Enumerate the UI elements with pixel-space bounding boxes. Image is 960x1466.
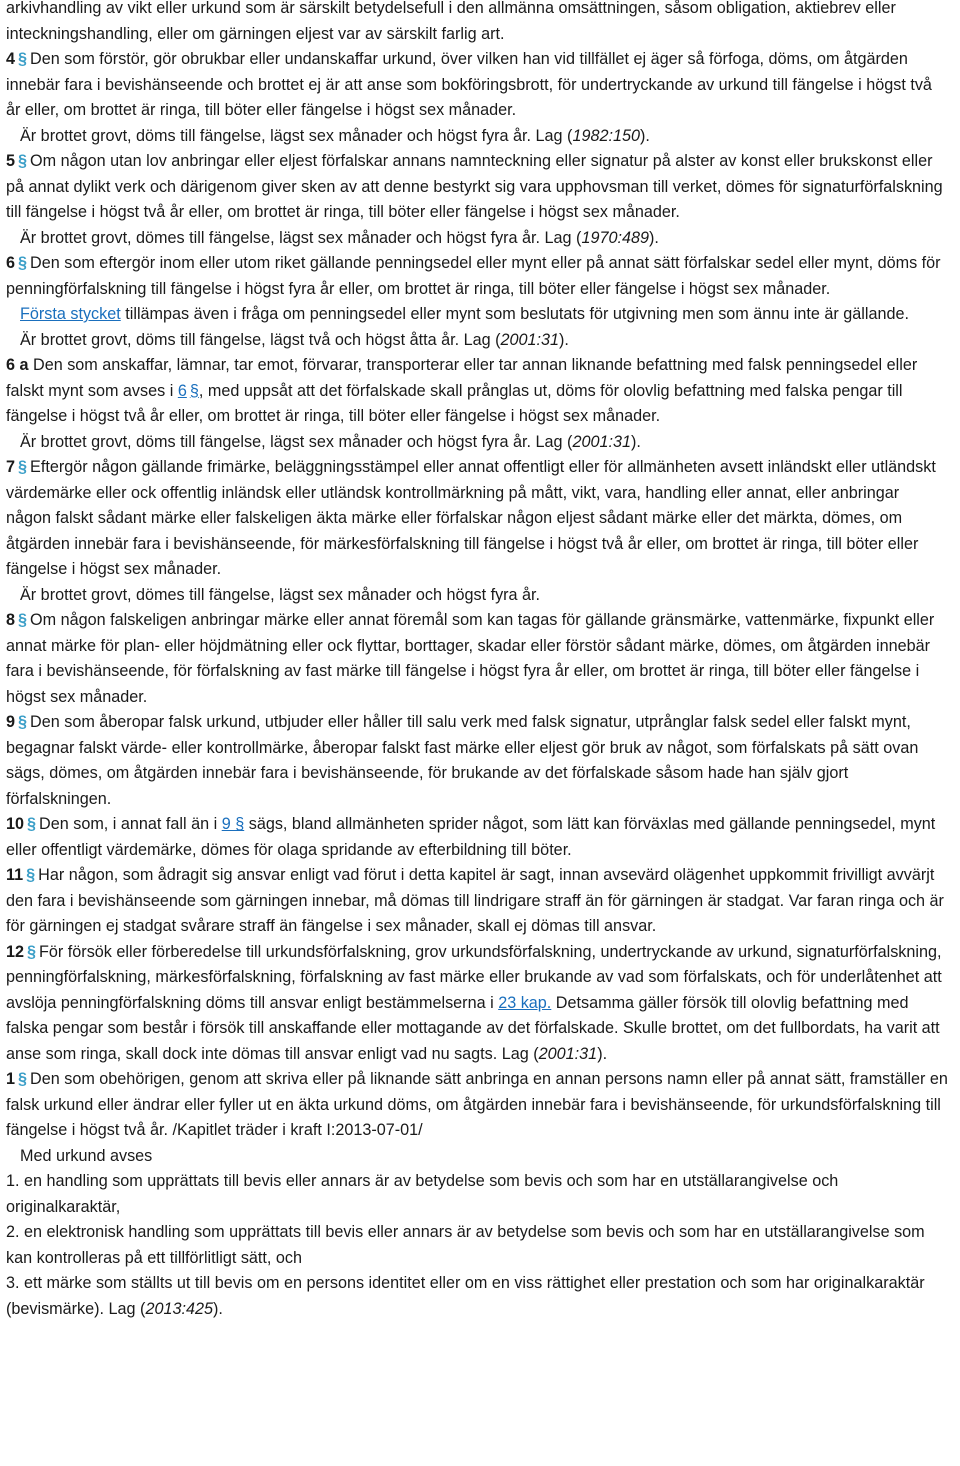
law-close: ).: [639, 126, 650, 145]
section-9: [6, 710, 948, 812]
section-6-link-sign[interactable]: §: [189, 381, 199, 400]
section-text-cont: Detsamma gäller försök till olovlig befattning med falska pengar som består i försök till anskaffande eller mottagande av det förfalskade. Skulle brottet, om det fullbordats, ha varit att anse som ringa, skall dock inte dömas till ansvar enligt vad nu sagts. Lag (: [6, 993, 940, 1063]
section-text: För försök eller förberedelse till urkundsförfalskning, grov urkundsförfalskning, undertryckande av urkund, signaturförfalskning, penningförfalskning, märkesförfalskning, förfalskning av fast märke eller brukande av vad som förfalskats, och för underlåtenhet att avslöja penningförfalskning döms till ansvar enligt bestämmelserna i: [6, 942, 942, 1012]
med-urkund-avses: Med urkund avses: [20, 1146, 153, 1165]
section-sign-icon: §: [18, 713, 28, 731]
law-close: ).: [212, 1299, 223, 1318]
section-number: 1: [6, 1070, 16, 1088]
section-text: Har någon, som ådragit sig ansvar enligt vad förut i detta kapitel är sagt, innan avsevärd olägenhet uppkommit frivilligt avvärjt den fara i bevishänseende som gärningen innebar, må dömas till lindrigare straff än för gärningen är stadgat. Var faran ringa och är för gärningen ej stadgat svårare straff än fängelse i sex månader, skall ej dömas till ansvar.: [6, 866, 944, 935]
section-sign-icon: §: [27, 942, 37, 961]
law-close: ).: [597, 1044, 608, 1063]
law-reference: 2001:31: [538, 1044, 598, 1063]
section-number: 12: [6, 942, 25, 961]
section-sign-icon: §: [27, 815, 37, 833]
section-4-grovt: [6, 124, 948, 150]
law-reference: 2001:31: [500, 330, 559, 349]
section-12: [6, 940, 948, 1068]
section-number: 10: [6, 815, 25, 833]
section-6a-grovt: [6, 430, 948, 456]
section-7: [6, 455, 948, 583]
section-number: 4: [6, 50, 16, 68]
section-sign-icon: §: [18, 611, 28, 629]
section-sign-icon: §: [18, 1070, 28, 1088]
section-7-grovt: Är brottet grovt, dömes till fängelse, lägst sex månader och högst fyra år.: [20, 585, 541, 604]
intro-paragraph: arkivhandling av vikt eller urkund som är särskilt betydelsefull i den allmänna omsättningen, såsom obligation, aktiebrev eller inteckningshandling, eller om gärningen eljest var av särskilt farlig art.: [6, 0, 896, 43]
section-text: Om någon falskeligen anbringar märke eller annat föremål som kan tagas för gällande gränsmärke, vattenmärke, fixpunkt eller annat märke för plan- eller höjdmätning eller ock flyttar, borttager, skadar eller förstör sådant märke, dömes, om åtgärden innebär fara i bevishänseende, för förfalskning av fast märke till fängelse i högst fyra år eller, om brottet är ringa, till böter eller fängelse i högst sex månader.: [6, 611, 935, 706]
section-number: 6: [6, 254, 16, 272]
section-text: Om någon utan lov anbringar eller eljest förfalskar annans namnteckning eller signatur på alster av konst eller brukskonst eller på annat dylikt verk och därigenom giver sken av att denne bestyrkt sig vara upphovsman till verket, dömes för signaturförfalskning till fängelse i högst två år eller, om brottet är ringa, till böter eller fängelse i högst sex månader.: [6, 152, 943, 221]
section-text: Den som anskaffar, lämnar, tar emot, förvarar, transporterar eller tar annan liknande befattning med falsk penningsedel eller falskt mynt som avses i: [6, 356, 918, 400]
grovt-text: Är brottet grovt, döms till fängelse, lägst sex månader och högst fyra år. Lag (: [20, 126, 573, 145]
section-sign-icon: §: [18, 50, 28, 68]
law-reference: 1970:489: [581, 228, 649, 247]
section-8: [6, 608, 948, 710]
law-close: ).: [630, 432, 641, 451]
section-5-grovt: [6, 226, 948, 252]
section-6: [6, 251, 948, 302]
section-6-grovt: [6, 328, 948, 354]
grovt-text: Är brottet grovt, döms till fängelse, lägst två och högst åtta år. Lag (: [20, 330, 501, 349]
chapter-23-link[interactable]: 23 kap.: [498, 993, 552, 1012]
section-5: [6, 149, 948, 226]
section-1: [6, 1067, 948, 1144]
section-number: 11: [6, 866, 24, 884]
list-item: 2. en elektronisk handling som upprättats till bevis eller annars är av betydelse som bevis och som har en utställarangivelse som kan kontrolleras på ett tillförlitligt sätt, och: [6, 1223, 925, 1267]
law-close: ).: [648, 228, 659, 247]
section-number: 8: [6, 611, 16, 629]
section-text-cont: sägs, bland allmänheten sprider något, som lätt kan förväxlas med gällande penningsedel, mynt eller offentligt värdemärke, dömes för olaga spridande av efterbildning till böter.: [6, 815, 936, 859]
law-reference: 2013:425: [145, 1299, 213, 1318]
section-6-link[interactable]: 6: [177, 381, 187, 400]
law-reference: 2001:31: [572, 432, 631, 451]
section-10: [6, 812, 948, 863]
section-sign-icon: §: [18, 254, 28, 272]
section-text: Eftergör någon gällande frimärke, beläggningsstämpel eller annat offentligt eller för allmänheten avsett inländskt eller utländskt värdemärke eller ock offentlig inländsk eller utländsk kontrollmärkning på mått, vikt, vara, handling eller annat, eller anbringar någon falskt sådant märke eller falskeligen äkta märke eller förfalskar någon eljest sådant märke eller det märkta, dömes, om åtgärden innebär fara i bevishänseende, för märkesförfalskning till fängelse i högst två år eller, om brottet är ringa, till böter eller fängelse i högst sex månader.: [6, 458, 936, 578]
section-text: Den som eftergör inom eller utom riket gällande penningsedel eller mynt eller på annat sätt förfalskar sedel eller mynt, döms för penningförfalskning till fängelse i högst fyra år eller, om brottet är ringa, till böter eller fängelse i högst sex månader.: [6, 254, 941, 298]
section-text-cont: , med uppsåt att det förfalskade skall prånglas ut, döms för olovlig befattning med falska pengar till fängelse i högst två år eller, om brottet är ringa, till böter eller fängelse i högst sex månader.: [6, 381, 903, 425]
section-number: 6 a: [6, 356, 29, 374]
section-text: tillämpas även i fråga om penningsedel eller mynt som beslutats för utgivning men som ännu inte är gällande.: [125, 305, 909, 323]
list-item: 1. en handling som upprättats till bevis eller annars är av betydelse som bevis och som har en utställarangivelse och originalkaraktär,: [6, 1172, 839, 1216]
section-text: Den som obehörigen, genom att skriva eller på liknande sätt anbringa en annan persons namn eller på annat sätt, framställer en falsk urkund eller ändrar eller fyller ut en äkta urkund döms, om åtgärden innebär fara i bevishänseende, för urkundsförfalskning till fängelse i högst två år. /Kapitlet träder i kraft I:2013-07-01/: [6, 1070, 948, 1139]
section-sign-icon: §: [26, 866, 36, 884]
section-9-link[interactable]: 9 §: [221, 815, 245, 833]
section-6-second-paragraph: [6, 302, 948, 328]
list-item-3: [6, 1271, 948, 1322]
grovt-text: Är brottet grovt, döms till fängelse, lägst sex månader och högst fyra år. Lag (: [20, 432, 573, 451]
section-text: Den som, i annat fall än i: [39, 815, 218, 833]
grovt-text: Är brottet grovt, dömes till fängelse, lägst sex månader och högst fyra år. Lag (: [20, 228, 582, 247]
section-text: Den som åberopar falsk urkund, utbjuder eller håller till salu verk med falsk signatur, utprånglar falsk sedel eller falskt mynt, begagnar falskt värde- eller kontrollmärke, åberopar falskt fast märke eller eljest gör bruk av något, som förfalskats på sätt ovan sägs, dömes, om åtgärden innebär fara i bevishänseende, för brukande av det förfalskade såsom hade han själv gjort förfalskningen.: [6, 713, 919, 808]
forsta-stycket-link[interactable]: Första stycket: [20, 305, 121, 323]
section-6a: [6, 353, 948, 430]
law-close: ).: [559, 330, 569, 349]
section-number: 5: [6, 152, 16, 170]
section-sign-icon: §: [18, 152, 28, 170]
section-number: 9: [6, 713, 16, 731]
section-sign-icon: §: [18, 458, 28, 476]
section-text: Den som förstör, gör obrukbar eller undanskaffar urkund, över vilken han vid tillfället ej äger så förfoga, döms, om åtgärden innebär fara i bevishänseende och brottet ej är att anse som bokföringsbrott, för undertryckande av urkund till fängelse i högst två år eller, om brottet är ringa, till böter eller fängelse i högst sex månader.: [6, 50, 932, 119]
law-reference: 1982:150: [572, 126, 640, 145]
section-number: 7: [6, 458, 16, 476]
section-11: [6, 863, 948, 940]
section-4: [6, 47, 948, 124]
list-item-text: 3. ett märke som ställts ut till bevis om en persons identitet eller om en viss rättighet eller prestation och som har originalkaraktär (bevismärke). Lag (: [6, 1274, 925, 1318]
